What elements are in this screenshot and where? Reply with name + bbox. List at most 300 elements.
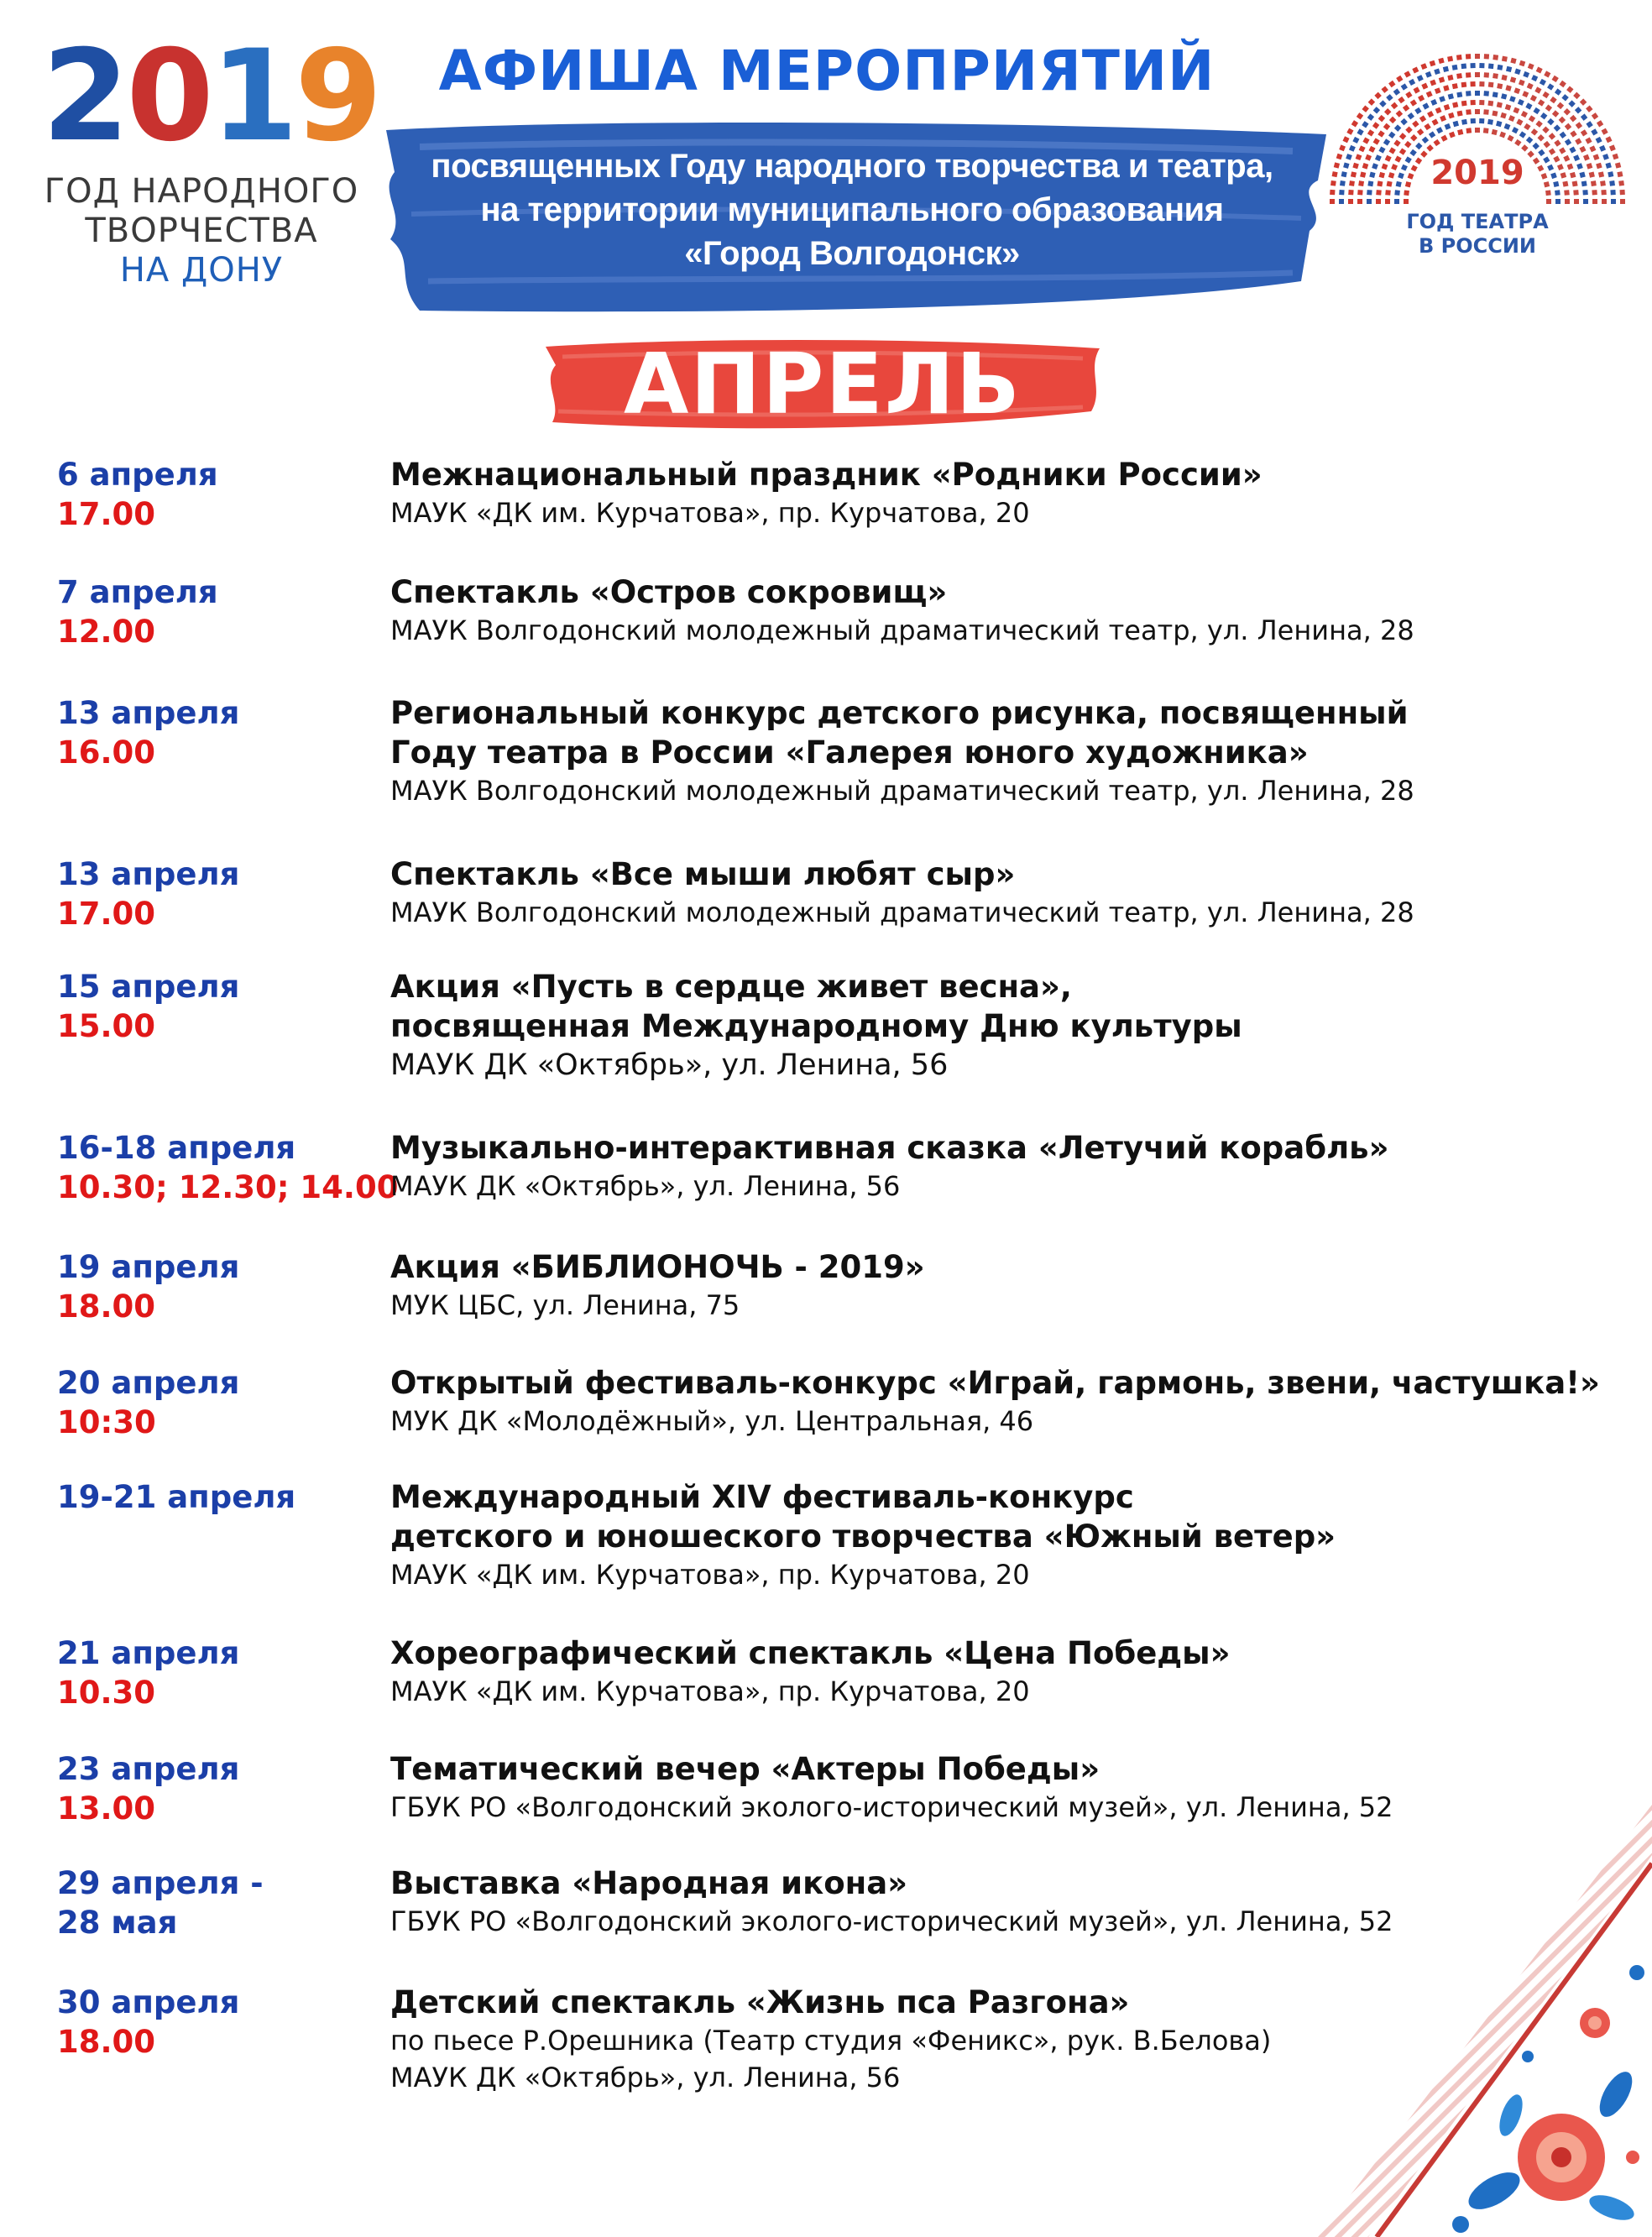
theatre-seat — [1389, 117, 1396, 123]
theatre-seat — [1447, 75, 1453, 81]
theatre-seat — [1440, 135, 1447, 142]
theatre-seat — [1524, 123, 1530, 130]
theatre-seat — [1531, 75, 1538, 81]
theatre-seat — [1383, 139, 1390, 145]
theatre-seat — [1367, 113, 1374, 120]
theatre-seat — [1561, 94, 1568, 101]
theatre-seat — [1434, 139, 1440, 146]
theatre-seat — [1466, 54, 1471, 59]
theatre-seat — [1357, 199, 1362, 204]
theatre-seat — [1461, 64, 1467, 70]
theatre-seat — [1537, 134, 1544, 141]
event-title: Музыкально-интерактивная сказка «Летучий корабль» — [390, 1130, 1389, 1166]
theatre-seat — [1552, 76, 1559, 82]
theatre-seat — [1436, 127, 1443, 133]
theatre-seat — [1479, 81, 1484, 86]
theatre-seat — [1569, 147, 1576, 154]
theatre-seat — [1475, 72, 1480, 77]
event-title: Детский спектакль «Жизнь пса Разгона» — [390, 1984, 1130, 2020]
theatre-seat — [1439, 96, 1446, 102]
theatre-seat — [1471, 100, 1476, 105]
event-title: Международный XIV фестиваль-конкурс — [390, 1479, 1134, 1515]
theatre-seat — [1555, 199, 1561, 204]
theatre-seat — [1499, 132, 1506, 139]
subtitle-line: на территории муниципального образования — [480, 191, 1224, 228]
theatre-seat — [1453, 121, 1459, 127]
event-time: 12.00 — [57, 614, 156, 650]
theatre-seat — [1522, 91, 1529, 97]
event-time: 18.00 — [57, 2024, 156, 2060]
theatre-seat — [1432, 119, 1439, 126]
theatre-seat — [1412, 120, 1419, 127]
event-date: 7 апреля — [57, 574, 218, 610]
theatre-seat — [1526, 137, 1533, 144]
theatre-seat — [1405, 126, 1412, 133]
theatre-seat — [1456, 91, 1462, 97]
event-place: МУК ДК «Молодёжный», ул. Центральная, 46 — [390, 1405, 1034, 1437]
theatre-seat — [1581, 113, 1587, 120]
event-date: 19-21 апреля — [57, 1479, 296, 1515]
theatre-seat — [1461, 82, 1467, 88]
theatre-seat — [1430, 60, 1436, 67]
theatre-seat — [1357, 112, 1363, 119]
event-place: МАУК «ДК им. Курчатова», пр. Курчатова, 20 — [390, 1559, 1030, 1591]
event-date: 19 апреля — [57, 1249, 240, 1285]
theatre-seat — [1384, 108, 1391, 115]
event-date: 15 апреля — [57, 969, 240, 1005]
theatre-seat — [1559, 117, 1566, 123]
event-title: Региональный конкурс детского рисунка, посвященный — [390, 695, 1409, 731]
theatre-seat — [1475, 91, 1480, 96]
theatre-seat — [1434, 69, 1440, 76]
theatre-seat — [1415, 143, 1422, 149]
event-date: 13 апреля — [57, 695, 240, 731]
theatre-seat — [1488, 82, 1494, 88]
theatre-seat — [1528, 63, 1534, 70]
event-time: 17.00 — [57, 496, 156, 532]
subtitle-line: посвященных Году народного творчества и театра, — [431, 148, 1273, 185]
event-title: посвященная Международному Дню культуры — [390, 1008, 1242, 1044]
theatre-seat — [1423, 102, 1430, 109]
theatre-seat — [1547, 118, 1554, 125]
event-title: Межнациональный праздник «Родники России» — [390, 457, 1263, 493]
event-time: 10:30 — [57, 1404, 156, 1440]
theatre-seat — [1396, 76, 1403, 82]
theatre-seat — [1545, 104, 1552, 111]
theatre-seat — [1368, 146, 1375, 153]
theatre-seat — [1542, 126, 1549, 133]
theatre-seat — [1352, 137, 1359, 144]
theatre-seat — [1497, 102, 1503, 107]
theatre-seat — [1475, 109, 1480, 114]
theatre-seat — [1502, 75, 1508, 81]
logo-line-3: НА ДОНУ — [119, 251, 284, 290]
theatre-seat — [1408, 112, 1414, 119]
event-time: 10.30 — [57, 1675, 156, 1711]
theatre-seat — [1373, 107, 1380, 113]
event-time: 13.00 — [57, 1790, 156, 1827]
event-date: 16-18 апреля — [57, 1130, 296, 1166]
theatre-seat — [1586, 121, 1592, 128]
theatre-seat — [1483, 91, 1488, 96]
theatre-seat — [1488, 64, 1494, 70]
theatre-seat — [1405, 91, 1412, 98]
theatre-seat — [1443, 85, 1449, 91]
theatre-seat — [1497, 65, 1503, 71]
theatre-seat — [1418, 95, 1425, 102]
theatre-seat — [1404, 141, 1411, 148]
event-time: 17.00 — [57, 896, 156, 932]
theatre-seat — [1378, 115, 1385, 122]
theatre-seat — [1531, 128, 1538, 135]
theatre-seat — [1457, 129, 1463, 135]
theatre-seat — [1513, 87, 1520, 94]
event-date: 21 апреля — [57, 1635, 240, 1671]
theatre-seat — [1586, 105, 1592, 112]
theatre-seat — [1580, 98, 1587, 105]
theatre-seat — [1565, 139, 1571, 145]
theatre-seat — [1514, 69, 1521, 76]
subtitle-line: «Город Волгодонск» — [684, 235, 1020, 272]
theatre-seat — [1493, 55, 1498, 60]
theatre-seat — [1555, 88, 1561, 95]
theatre-seat — [1554, 139, 1561, 146]
theatre-seat — [1564, 108, 1571, 115]
logo-line-2: ТВОРЧЕСТВА — [85, 212, 318, 250]
theatre-seat — [1560, 132, 1566, 139]
theatre-seat — [1550, 97, 1556, 103]
theatre-seat — [1461, 101, 1467, 107]
theatre-seat — [1546, 199, 1551, 204]
event-date: 6 апреля — [57, 457, 218, 493]
event-title: Выставка «Народная икона» — [390, 1865, 908, 1901]
theatre-seat — [1583, 199, 1588, 204]
event-place: МАУК «ДК им. Курчатова», пр. Курчатова, 20 — [390, 497, 1030, 529]
theatre-logo-line-1: ГОД ТЕАТРА — [1406, 210, 1549, 233]
folk-art-year-logo — [25, 24, 379, 290]
theatre-seat — [1523, 71, 1529, 78]
theatre-seat — [1399, 133, 1406, 139]
theatre-seat — [1466, 91, 1471, 96]
theatre-seat — [1493, 73, 1498, 79]
theatre-seat — [1348, 199, 1353, 204]
theatre-seat — [1606, 136, 1613, 143]
theatre-seat — [1393, 139, 1400, 146]
event-place: МАУК «ДК им. Курчатова», пр. Курчатова, 20 — [390, 1675, 1030, 1707]
theatre-seat — [1505, 104, 1512, 111]
theatre-seat — [1516, 119, 1523, 126]
theatre-seat — [1602, 199, 1607, 204]
theatre-seat — [1391, 102, 1398, 109]
theatre-seat — [1383, 123, 1390, 130]
theatre-seat — [1521, 144, 1528, 151]
theatre-seat — [1394, 124, 1401, 131]
theatre-seat — [1540, 79, 1546, 86]
theatre-seat — [1386, 94, 1393, 101]
event-title: детского и юношеского творчества «Южный ветер» — [390, 1518, 1336, 1555]
event-place: ГБУК РО «Волгодонский эколого-исторический музей», ул. Ленина, 52 — [390, 1905, 1393, 1937]
theatre-seat — [1409, 79, 1415, 86]
theatre-seat — [1466, 128, 1472, 133]
theatre-seat — [1443, 66, 1449, 72]
theatre-seat — [1367, 129, 1374, 136]
theatre-seat — [1504, 123, 1511, 130]
theatre-seat — [1521, 111, 1528, 118]
theatre-seat — [1430, 99, 1437, 106]
theatre-seat — [1461, 119, 1467, 125]
theatre-seat — [1449, 132, 1456, 139]
theatre-seat — [1519, 80, 1525, 86]
theatre-seat — [1466, 72, 1471, 77]
theatre-seat — [1566, 86, 1573, 92]
event-time: 15.00 — [57, 1008, 156, 1044]
theatre-seat — [1533, 107, 1540, 114]
event-place: МАУК Волгодонский молодежный драматический театр, ул. Ленина, 28 — [390, 775, 1414, 807]
theatre-seat — [1381, 86, 1388, 92]
page-title: АФИША МЕРОПРИЯТИЙ — [438, 39, 1215, 103]
theatre-seat — [1393, 88, 1400, 95]
theatre-seat — [1378, 147, 1385, 154]
theatre-seat — [1400, 118, 1407, 125]
theatre-seat — [1487, 119, 1493, 125]
theatre-seat — [1424, 123, 1430, 130]
theatre-seat — [1388, 81, 1395, 87]
event-date: 29 апреля - — [57, 1865, 264, 1901]
theatre-seat — [1510, 76, 1516, 82]
theatre-seat — [1534, 86, 1541, 93]
theatre-seat — [1398, 97, 1404, 103]
theatre-seat — [1483, 128, 1489, 133]
logo-digit: 2 — [42, 24, 127, 170]
theatre-seat — [1346, 128, 1353, 135]
theatre-seat — [1475, 54, 1480, 59]
event-date: 20 апреля — [57, 1365, 240, 1401]
theatre-seat — [1471, 118, 1476, 123]
theatre-seat — [1339, 199, 1344, 204]
theatre-seat — [1394, 199, 1399, 204]
theatre-seat — [1401, 83, 1408, 90]
theatre-seat — [1357, 128, 1363, 135]
event-place: МАУК ДК «Октябрь», ул. Ленина, 56 — [390, 1048, 949, 1082]
theatre-seat — [1422, 137, 1429, 144]
theatre-seat — [1438, 58, 1444, 64]
logo-digit: 0 — [126, 24, 211, 170]
theatre-seat — [1452, 102, 1458, 107]
theatre-seat — [1426, 91, 1433, 97]
theatre-seat — [1492, 111, 1498, 117]
folk-ornament-corner — [1318, 1805, 1652, 2237]
theatre-seat — [1597, 120, 1603, 127]
theatre-seat — [1589, 145, 1596, 152]
theatre-seat — [1368, 98, 1375, 105]
theatre-seat — [1349, 145, 1356, 152]
theatre-seat — [1412, 67, 1419, 74]
theatre-seat — [1440, 115, 1446, 122]
theatre-seat — [1430, 80, 1436, 86]
theatre-seat — [1426, 144, 1433, 151]
event-time: 10.30; 12.30; 14.00 — [57, 1169, 399, 1205]
theatre-seat — [1529, 115, 1535, 122]
theatre-seat — [1439, 76, 1445, 82]
theatre-seat — [1492, 129, 1498, 135]
theatre-seat — [1573, 92, 1580, 99]
theatre-seat — [1570, 130, 1576, 137]
event-place: МАУК Волгодонский молодежный драматический театр, ул. Ленина, 28 — [390, 896, 1414, 928]
theatre-seat — [1484, 72, 1489, 77]
theatre-year-logo — [1326, 46, 1628, 273]
theatre-seat — [1575, 138, 1581, 144]
theatre-seat — [1554, 124, 1561, 131]
theatre-seat — [1519, 60, 1526, 67]
theatre-seat — [1565, 123, 1571, 130]
theatre-seat — [1435, 87, 1441, 94]
theatre-seat — [1448, 112, 1454, 118]
theatre-seat — [1544, 71, 1550, 77]
theatre-seat — [1372, 122, 1379, 128]
theatre-seat — [1576, 122, 1582, 128]
theatre-seat — [1575, 107, 1581, 113]
event-place: МУК ЦБС, ул. Ленина, 75 — [390, 1289, 740, 1321]
theatre-seat — [1527, 83, 1534, 90]
theatre-seat — [1496, 121, 1502, 127]
theatre-logo-line-2: В РОССИИ — [1418, 234, 1537, 258]
theatre-seat — [1592, 112, 1598, 119]
theatre-seat — [1620, 199, 1625, 204]
theatre-seat — [1447, 56, 1453, 62]
theatre-seat — [1570, 115, 1576, 122]
theatre-seat — [1565, 199, 1570, 204]
theatre-seat — [1419, 115, 1426, 122]
theatre-seat — [1444, 104, 1451, 111]
theatre-seat — [1362, 138, 1369, 144]
event-title: Акция «БИБЛИОНОЧЬ - 2019» — [390, 1249, 925, 1285]
theatre-seat — [1514, 139, 1521, 146]
theatre-seat — [1538, 99, 1545, 106]
theatre-seat — [1470, 81, 1475, 86]
event-title: Хореографический спектакль «Цена Победы» — [390, 1635, 1231, 1671]
event-title: Тематический вечер «Актеры Победы» — [390, 1751, 1100, 1787]
event-time: 16.00 — [57, 734, 156, 771]
event-note: по пьесе Р.Орешника (Театр студия «Феникс», рук. В.Белова) — [390, 2025, 1272, 2057]
theatre-seat — [1379, 100, 1386, 107]
event-date: 30 апреля — [57, 1984, 240, 2020]
page-subtitle — [369, 144, 1335, 275]
theatre-seat — [1611, 199, 1616, 204]
theatre-seat — [1445, 123, 1451, 130]
theatre-seat — [1373, 138, 1380, 144]
logo-year-digits — [42, 24, 379, 170]
theatre-seat — [1518, 99, 1524, 106]
theatre-seat — [1540, 112, 1547, 119]
theatre-seat — [1362, 105, 1368, 112]
theatre-seat — [1378, 130, 1384, 137]
theatre-seat — [1502, 56, 1508, 62]
theatre-seat — [1596, 137, 1602, 144]
logo-line-1: ГОД НАРОДНОГО — [44, 172, 359, 211]
theatre-seat — [1513, 107, 1519, 114]
theatre-seat — [1410, 134, 1417, 141]
event-title: Году театра в России «Галерея юного художника» — [390, 734, 1309, 771]
theatre-seat — [1374, 92, 1381, 99]
theatre-seat — [1457, 111, 1463, 117]
theatre-seat — [1547, 83, 1554, 90]
theatre-seat — [1367, 199, 1372, 204]
theatre-seat — [1414, 86, 1420, 93]
event-date: 13 апреля — [57, 856, 240, 892]
event-place: МАУК Волгодонский молодежный драматический театр, ул. Ленина, 28 — [390, 614, 1414, 646]
theatre-seat — [1404, 199, 1409, 204]
theatre-seat — [1452, 83, 1458, 89]
event-title: Акция «Пусть в сердце живет весна», — [390, 969, 1072, 1005]
theatre-seat — [1429, 131, 1435, 138]
theatre-seat — [1403, 104, 1409, 111]
theatre-seat — [1560, 81, 1566, 87]
theatre-seat — [1506, 66, 1512, 72]
theatre-seat — [1493, 91, 1498, 97]
theatre-seat — [1557, 102, 1564, 109]
theatre-seat — [1599, 145, 1606, 152]
month-heading: АПРЕЛЬ — [624, 335, 1022, 433]
theatre-seat — [1376, 199, 1381, 204]
theatre-seat — [1505, 85, 1511, 91]
theatre-seat — [1425, 71, 1432, 78]
event-title: Спектакль «Остров сокровищ» — [390, 574, 948, 610]
event-place: МАУК ДК «Октябрь», ул. Ленина, 56 — [390, 1170, 901, 1202]
theatre-seat — [1385, 199, 1390, 204]
theatre-seat — [1543, 141, 1550, 148]
theatre-seat — [1508, 115, 1515, 122]
theatre-seat — [1420, 63, 1427, 70]
logo-digit: 1 — [210, 24, 295, 170]
event-date: 23 апреля — [57, 1751, 240, 1787]
theatre-seat — [1512, 127, 1519, 133]
event-title: Спектакль «Все мыши любят сыр» — [390, 856, 1016, 892]
theatre-seat — [1592, 199, 1597, 204]
theatre-seat — [1339, 144, 1346, 151]
theatre-seat — [1535, 120, 1542, 127]
theatre-logo-year: 2019 — [1430, 154, 1524, 192]
theatre-seat — [1417, 75, 1424, 81]
theatre-seat — [1507, 135, 1513, 142]
theatre-seat — [1549, 133, 1555, 139]
theatre-seat — [1351, 120, 1358, 127]
theatre-seat — [1542, 91, 1549, 98]
theatre-seat — [1609, 144, 1616, 151]
theatre-seat — [1466, 109, 1472, 115]
theatre-seat — [1448, 93, 1454, 99]
theatre-seat — [1479, 100, 1484, 105]
event-date-end: 28 мая — [57, 1905, 178, 1941]
theatre-seat — [1471, 63, 1476, 68]
theatre-seat — [1581, 129, 1587, 136]
theatre-seat — [1435, 107, 1442, 114]
theatre-seat — [1532, 143, 1539, 149]
theatre-seat — [1579, 146, 1586, 153]
theatre-seat — [1396, 110, 1403, 117]
theatre-seat — [1530, 95, 1537, 102]
theatre-seat — [1414, 107, 1421, 114]
theatre-seat — [1410, 99, 1417, 106]
theatre-seat — [1568, 100, 1575, 107]
theatre-seat — [1427, 111, 1434, 118]
theatre-seat — [1417, 128, 1424, 135]
theatre-seat — [1362, 121, 1368, 128]
theatre-seat — [1359, 145, 1366, 152]
theatre-seat — [1487, 101, 1493, 107]
theatre-seat — [1574, 199, 1579, 204]
theatre-seat — [1388, 132, 1395, 139]
theatre-seat — [1525, 102, 1532, 109]
